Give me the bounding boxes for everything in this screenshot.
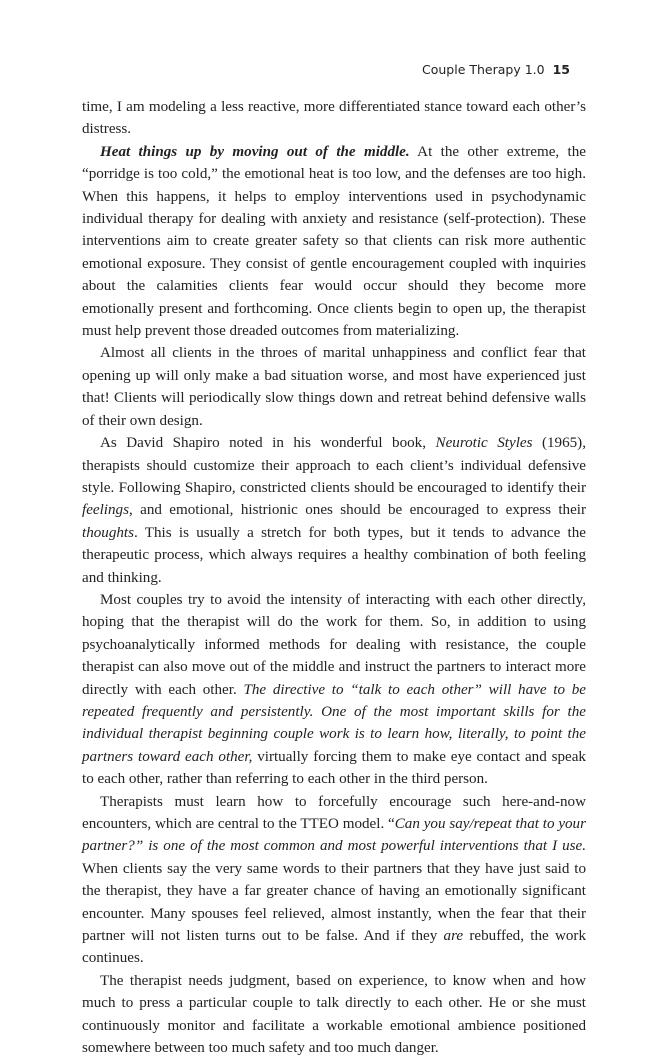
- run-in-heading: Heat things up by moving out of the middle.: [100, 143, 410, 160]
- book-title: Neurotic Styles: [435, 435, 533, 452]
- paragraph: [82, 96, 586, 141]
- text-run: Most couples try to avoid the intensity of interacting with each other directly, hoping that the therapist will do the work for them. So, in addition to using psychoanalytically informed methods for dealing with resistance, the couple therapist can also move out of the middle and instruct the partners to interact more directly with each other.: [82, 591, 586, 698]
- emphasis: Can you say/repeat that to your partner?” is one of the most common and most powerful interventions that I use.: [82, 816, 586, 855]
- text-run: time, I am modeling a less reactive, more differentiated stance toward each other’s distress.: [82, 99, 586, 138]
- text-run: When clients say the very same words to their partners that they have just said to the therapist, they have a far greater chance of having an emotionally significant encounter. Many spouses feel relieved, almost instantly, when the fear that their partner will not listen turns out to be false. And if they: [82, 860, 586, 945]
- emphasis: feelings: [82, 502, 129, 519]
- text-run: (1965), therapists should customize their approach to each client’s individual defensive style. Following Shapiro, constricted clients should be encouraged to identify their: [82, 435, 586, 496]
- paragraph: [82, 791, 586, 970]
- text-run: At the other extreme, the “porridge is too cold,” the emotional heat is too low, and the defenses are too high. When this happens, it helps to employ interventions used in psychodynamic individual therapy for dealing with anxiety and resistance (self-protection). These interventions aim to create greater safety so that clients can risk more authentic emotional exposure. They consist of gentle encouragement coupled with inquiries about the calamities clients fear would occur should they become more emotionally present and forthcoming. Once clients begin to open up, the therapist must help prevent those dreaded outcomes from materializing.: [82, 143, 586, 340]
- page-number: 15: [552, 62, 570, 77]
- text-run: Almost all clients in the throes of marital unhappiness and conflict fear that opening up will only make a bad situation worse, and most have experienced just that! Clients will periodically slow things down and retreat behind defensive walls of their own design.: [82, 345, 586, 429]
- emphasis: The directive to “talk to each other” will have to be repeated frequently and persistently. One of the most important skills for the individual therapist beginning couple work is to learn how, literally, to point the partners toward each other,: [82, 681, 586, 765]
- text-run: Therapists must learn how to forcefully encourage such here-and-now encounters, which are central to the TTEO model. “: [82, 793, 586, 832]
- running-title: Couple Therapy 1.0: [421, 62, 545, 77]
- running-head: [422, 62, 570, 77]
- paragraph: [82, 970, 586, 1059]
- text-run: The therapist needs judgment, based on experience, to know when and how much to press a particular couple to talk directly to each other. He or she must continuously monitor and facilitate a workable emotional ambience positioned somewhere between too much safety and too much danger.: [82, 972, 586, 1057]
- text-run: , and emotional, histrionic ones should be encouraged to express their: [128, 502, 586, 519]
- paragraph: [82, 342, 586, 432]
- paragraph: [82, 432, 586, 589]
- text-run: virtually forcing them to make eye contact and speak to each other, rather than referring to each other in the third person.: [82, 748, 586, 788]
- paragraph: [82, 589, 586, 791]
- text-run: As David Shapiro noted in his wonderful book,: [100, 435, 436, 452]
- body-text: [82, 96, 586, 1059]
- text-run: rebuffed, the work continues.: [82, 928, 586, 967]
- emphasis: thoughts: [82, 524, 134, 541]
- emphasis: are: [443, 928, 464, 945]
- text-run: . This is usually a stretch for both types, but it tends to advance the therapeutic process, which always requires a healthy combination of both feeling and thinking.: [82, 524, 586, 586]
- paragraph: [82, 141, 586, 343]
